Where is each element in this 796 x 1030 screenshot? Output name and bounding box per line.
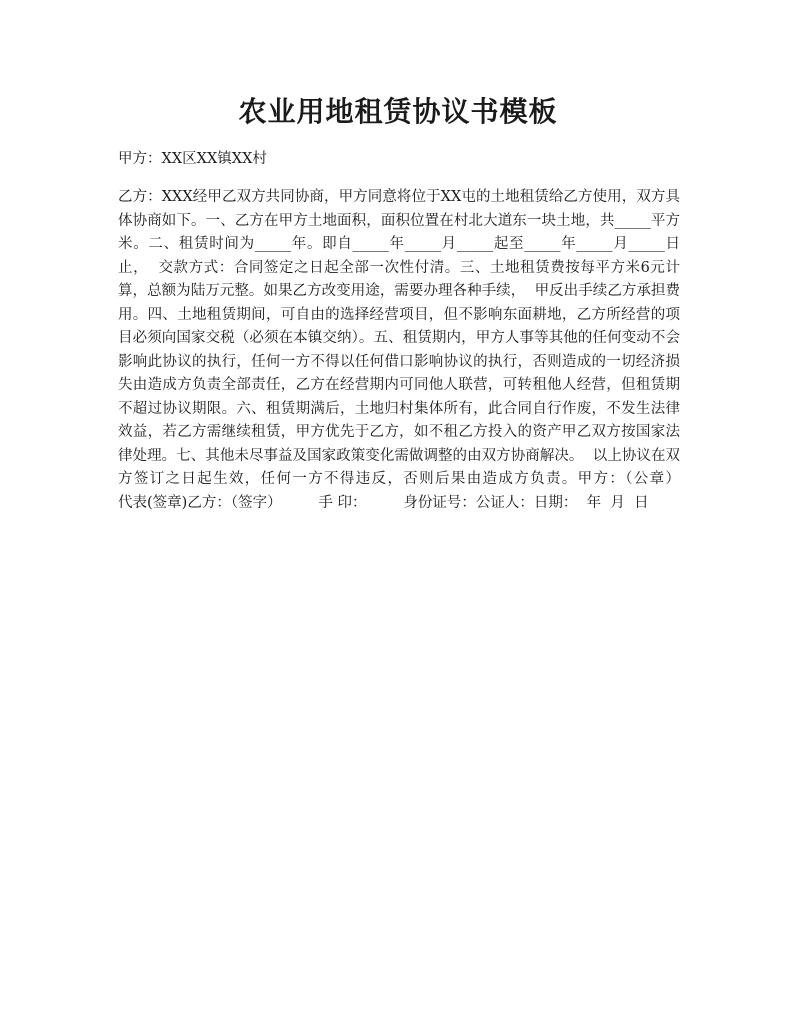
party-a-line: 甲方：XX区XX镇XX村 xyxy=(118,151,267,167)
document-title: 农业用地租赁协议书模板 xyxy=(238,95,558,128)
agreement-body: 乙方：XXX经甲乙双方共同协商，甲方同意将位于XX屯的土地租赁给乙方使用，双方具体协商如下。一、乙方在甲方土地面积，面积位置在村北大道东一块土地，共_____平方米。二、租赁时间为_____年。即自_____年_____月_____起至_____年_____月_____日止， 交款方式：合同签定之日起全部一次性付清。三、土地租赁费按每平方米6元计算，总额为陆万元整。如果乙方改变用途，需要办理各种手续， 甲反出手续乙方承担费用。四、土地租赁期间，可自由的选择经营项目，但不影响东面耕地，乙方所经营的项目必须向国家交税（必须在本镇交纳）。五、租赁期内，甲方人事等其他的任何变动不会影响此协议的执行，任何一方不得以任何借口影响协议的执行，否则造成的一切经济损失由造成方负责全部责任，乙方在经营期内可同他人联营，可转租他人经营，但租赁期不超过协议期限。六、租赁期满后，土地归村集体所有，此合同自行作废，不发生法律效益，若乙方需继续租赁，甲方优先于乙方，如不租乙方投入的资产甲乙双方按国家法律处理。七、其他未尽事益及国家政策变化需做调整的由双方协商解决。 以上协议在双方签订之日起生效，任何一方不得违反，否则后果由造成方负责。甲方：（公章） 代表(签章)乙方：（签字） 手 印： 身份证号：公证人：日期： 年 月 日 xyxy=(118,189,717,511)
